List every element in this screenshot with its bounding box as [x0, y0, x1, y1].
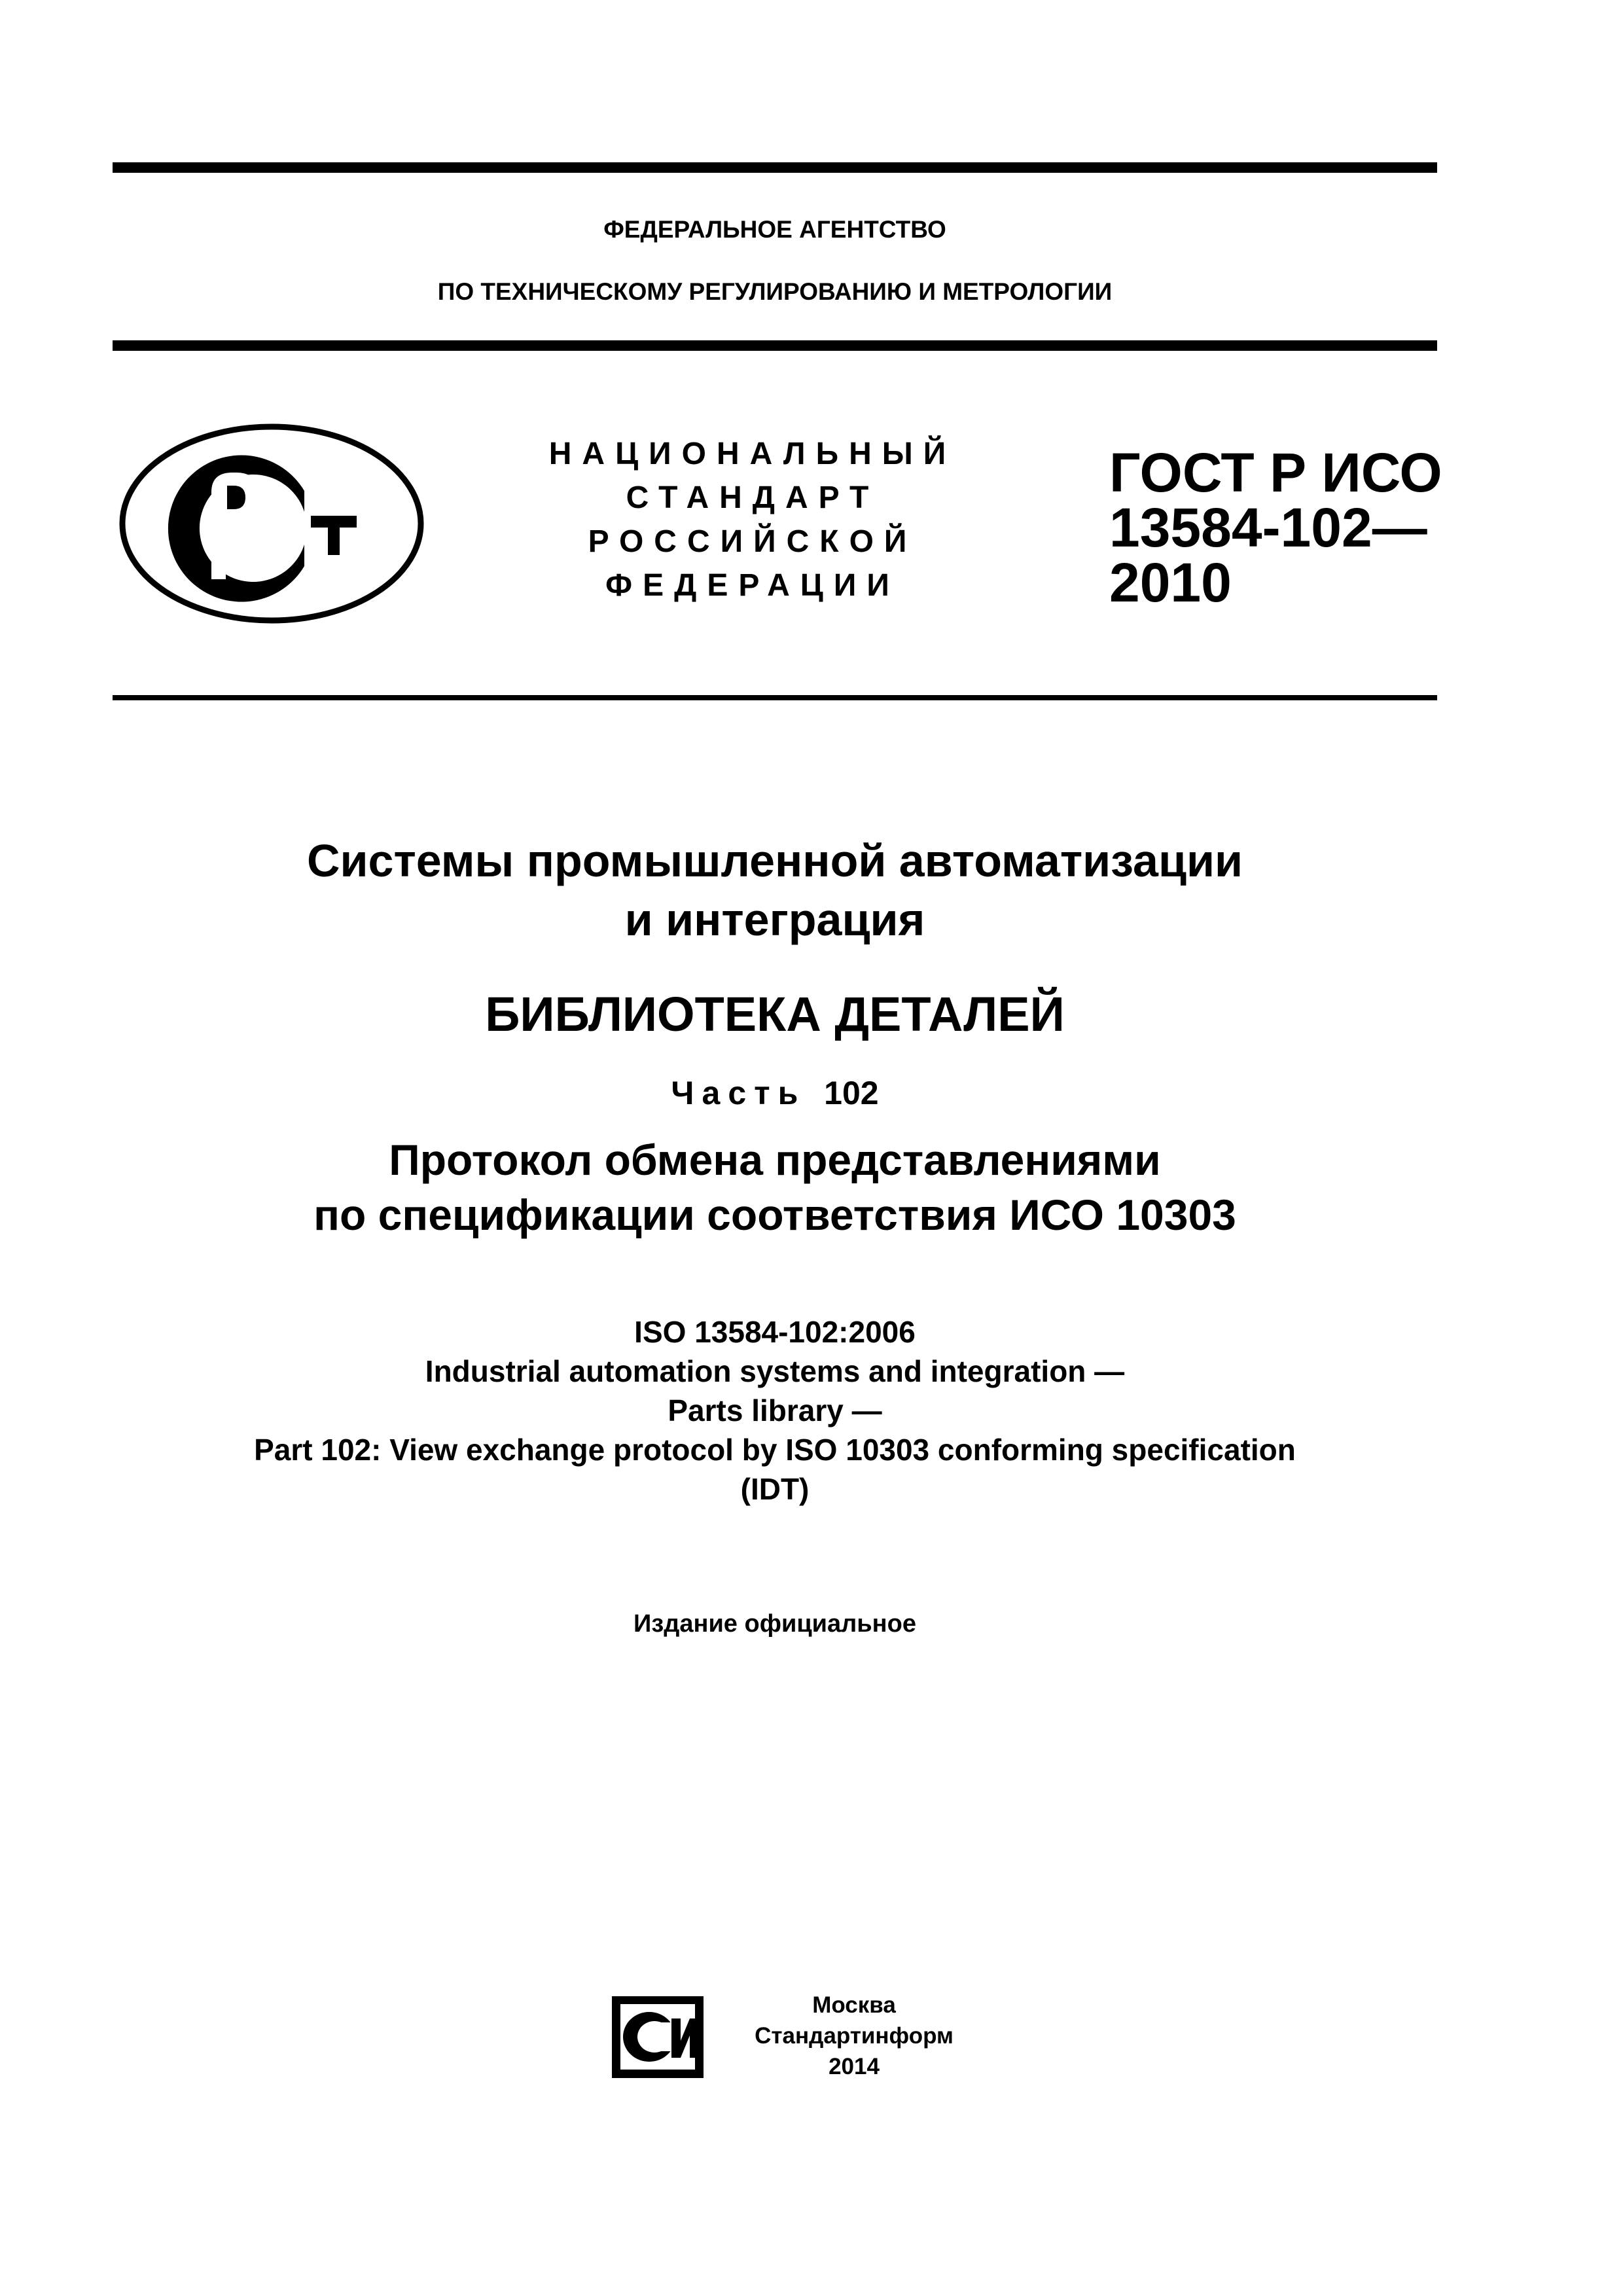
- agency-name-line2: ПО ТЕХНИЧЕСКОМУ РЕГУЛИРОВАНИЮ И МЕТРОЛОГИИ: [437, 278, 1113, 305]
- part-word: Часть: [671, 1075, 806, 1111]
- document-title: [113, 831, 1437, 949]
- publisher-city: Москва: [812, 1992, 896, 2018]
- publisher-name: Стандартинформ: [755, 2023, 954, 2049]
- national-standard-label: [537, 432, 969, 607]
- rst-mark-text: РСТ: [272, 615, 273, 616]
- header-bottom-rule: [113, 340, 1437, 351]
- iso-line3: Parts library —: [668, 1393, 882, 1427]
- part-label: [113, 1073, 1437, 1113]
- designation-line2: 13584-102—: [1109, 497, 1427, 558]
- iso-line4: Part 102: View exchange protocol by ISO 10303 conforming specification: [254, 1433, 1296, 1467]
- designation-line1: ГОСТ Р ИСО: [1109, 442, 1442, 503]
- title-line1: Системы промышленной автоматизации: [306, 835, 1243, 886]
- national-line-2: СТАНДАРТ: [626, 480, 880, 515]
- iso-line2: Industrial automation systems and integration —: [425, 1354, 1125, 1388]
- publisher-logo-text: СИ: [658, 2080, 659, 2081]
- publisher-year: 2014: [829, 2054, 880, 2079]
- part-number: 102: [824, 1075, 879, 1111]
- title-line2: и интеграция: [624, 894, 925, 945]
- standard-designation: [1109, 442, 1442, 613]
- iso-line5: (IDT): [740, 1472, 810, 1506]
- subtitle-line1: Протокол обмена представлениями: [389, 1136, 1161, 1184]
- library-title: БИБЛИОТЕКА ДЕТАЛЕЙ: [485, 987, 1065, 1041]
- agency-name-line1: ФЕДЕРАЛЬНОЕ АГЕНТСТВО: [603, 216, 946, 243]
- national-line-3: РОССИЙСКОЙ: [588, 524, 918, 559]
- subtitle-line2: по спецификации соответствия ИСО 10303: [313, 1191, 1236, 1239]
- standartinform-logo-icon: [609, 1990, 707, 2081]
- national-line-1: НАЦИОНАЛЬНЫЙ: [548, 437, 957, 471]
- iso-reference: [113, 1312, 1437, 1509]
- edition-label: Издание официальное: [633, 1610, 916, 1638]
- publisher-info: [726, 1990, 982, 2082]
- designation-bottom-rule: [113, 695, 1437, 700]
- rst-mark-icon: [115, 419, 429, 628]
- national-line-4: ФЕДЕРАЦИИ: [605, 568, 900, 603]
- top-rule: [113, 162, 1437, 173]
- part-subtitle: [113, 1132, 1437, 1242]
- iso-line1: ISO 13584-102:2006: [634, 1315, 916, 1349]
- designation-line3: 2010: [1109, 552, 1232, 613]
